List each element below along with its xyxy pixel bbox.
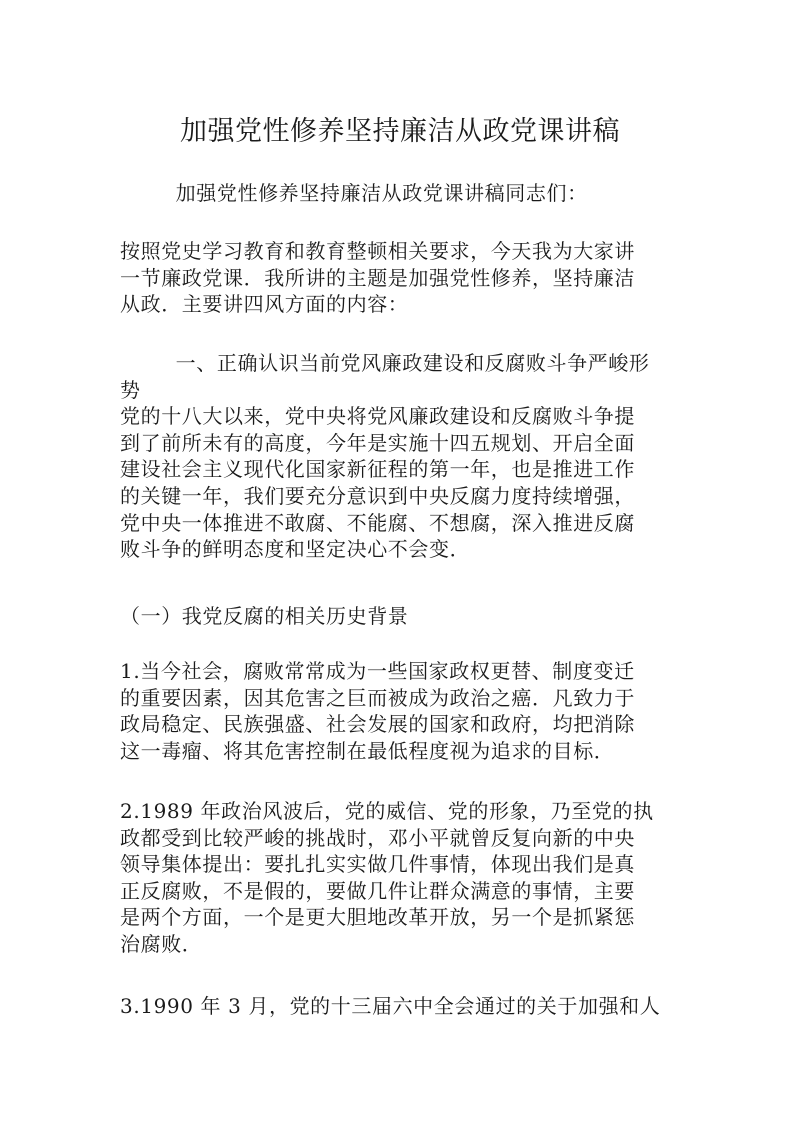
paragraph-intro: 按照党史学习教育和教育整顿相关要求，今天我为大家讲 一节廉政党课．我所讲的主题是加强党性修养，坚持廉洁 从政．主要讲四风方面的内容：: [120, 239, 635, 317]
paragraph-section-one: 一、正确认识当前党风廉政建设和反腐败斗争严峻形 势 党的十八大以来，党中央将党风廉政建设和反腐败斗争提 到了前所未有的高度，今年是实施十四五规划、开启全面 建设社会主义现代化国家新征程的第一年，也是推进工作 的关键一年，我们要充分意识到中央反腐力度持续增强， 党中央一体推进不敢腐、不能腐、不想腐，深入推进反腐 败斗争的鲜明态度和坚定决心不会变．: [120, 351, 650, 562]
paragraph-point-1: 1.当今社会，腐败常常成为一些国家政权更替、制度变迁 的重要因素，因其危害之巨而被成为政治之癌．凡致力于 政局稳定、民族强盛、社会发展的国家和政府，均把消除 这一毒瘤、将其危害控制在最低程度视为追求的目标．: [120, 659, 635, 763]
paragraph-point-3: 3.1990 年 3 月，党的十三届六中全会通过的关于加强和人: [120, 994, 661, 1018]
paragraph-subheading-one: （一）我党反腐的相关历史背景: [120, 604, 409, 628]
paragraph-greeting: 加强党性修养坚持廉洁从政党课讲稿同志们：: [120, 181, 588, 205]
paragraph-point-2: 2.1989 年政治风波后，党的威信、党的形象，乃至党的执 政都受到比较严峻的挑战时，邓小平就曾反复向新的中央 领导集体提出：要扎扎实实做几件事情，体现出我们是真 正反腐败，不是假的，要做几件让群众满意的事情，主要 是两个方面，一个是更大胆地改革开放，另一个是抓紧惩 治腐败．: [120, 799, 654, 956]
document-title: 加强党性修养坚持廉洁从政党课讲稿: [180, 116, 620, 147]
